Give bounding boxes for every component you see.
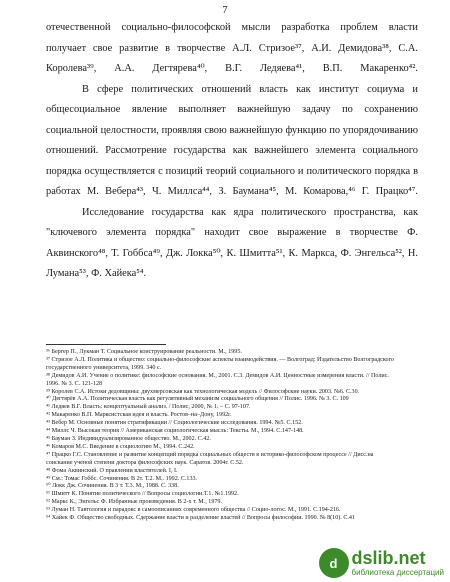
footnote: ⁴⁵ Бауман З. Индивидуализированное общество. М., 2002. С.42. [46,435,211,442]
footnote: ⁵⁴ Хайек Ф. Общество свободных. Сдержание власти и разделение властей // Вопросы философии. 1990. № 8(10). С.41 [46,515,355,522]
footnote: ⁵³ Луман Н. Тавтология и парадокс в самоописаниях современного общества // Социо-логос. М., 1991. С.194-216. [46,507,341,514]
paragraph-3: Исследование государства как ядра политического пространства, как "ключевого элемента порядка" находит свое выражение в творчестве Ф. Аквинского⁴⁸, Т. Гоббса⁴⁹, Дж. Локка⁵⁰, К. Шмитта⁵¹, К. Маркса, Ф. Энгельса⁵², Н. Лумана⁵³, Ф. Хайека⁵⁴. [46,206,418,279]
footnote: ⁴¹ Ледяев В.Г. Власть: концептуальный анализ. / Полис, 2000, № 1. – С. 97-107. [46,404,251,411]
footnote: ³⁹ Королев С.А. Истоки дедовщины: двухмерсовская как технологическая модель // Философские науки. 2003. №6. С.30. [46,388,360,395]
footnote: ⁴⁶ Комаров М.С. Введение в социологию М., 1994. С.242. [46,443,195,450]
paragraph-2: В сфере политических отношений власть как институт социума и общесоциальное явление выполняет важнейшую задачу по сохранению социальной целостности, проявляя свою важнейшую функцию по упорядочиванию отношений. Рассмотрение государства как важнейшего элемента социального порядка осуществляется с позиций теорий социального и политического порядка в работах М. Вебера⁴³, Ч. Миллса⁴⁴, З. Баумана⁴⁵, М. Комарова,⁴⁶ Г. Працко⁴⁷. [46,83,418,197]
footnote: ⁵² Маркс К., Энгельс Ф. Избранные произведения. В 2-х т. М., 1979. [46,499,222,506]
footnote: ⁴⁷ Працко Г.С. Становление и развитие концепций порядка социальных обществ в историко-философском процессе // Дисс.на соискание ученой степени доктора философских наук. Саратов. 2004г. С.52. [46,451,374,466]
footnote: ⁴⁹ См.: Томас Гоббс. Сочинения. В 2т. Т.2. М.. 1992. С.133. [46,475,198,482]
watermark-brand: dslib.net [351,548,426,568]
dslib-watermark [319,548,444,578]
dslib-logo-icon: d [319,548,349,578]
footnote: ³⁸ Демидов А.И. Учение о политике: философские основания. М., 2001. С.3. Демидов А.И. Ценностные измерения власти. // Полис. 1996. № 3. С. 121-128 [46,372,389,387]
paragraph-1: отечественной социально-философской мысли разработка проблем власти получает свое развитие в творчестве А.Л. Стризое³⁷, А.И. Демидова³⁸, С.А. Королева³⁹, А.А. Дегтярева⁴⁰, В.Г. Ледяева⁴¹, В.П. Макаренко⁴². [46,22,418,74]
watermark-text [352,549,444,577]
footnote: ⁴⁰ Дегтярёв А.А. Политическая власть как регулятивный механизм социального общения // Полис. 1996. № 3. С. 109 [46,396,349,403]
footnote-divider [46,344,166,345]
footnote: ⁴³ Вебер М. Основные понятия стратификации // Социологические исследования. 1994. №5. С.152. [46,420,303,427]
watermark-subtitle: библиотека диссертаций [351,568,444,577]
footnote: ³⁷ Стризое А.Л. Политика и общество: социально-философские аспекты взаимодействия. — Волгоград: Издательство Волгоградского государственного университета, 1999. 340 с. [46,356,394,371]
footnotes [46,349,401,523]
footnote: ⁴⁸ Фома Аквинский. О правлении властителей. І, І. [46,467,178,474]
page-number: 7 [222,5,228,16]
footnote: ⁵⁰ Локк Дж. Сочинения. В 3 т. Т.3. М., 1988. С. 338. [46,483,179,490]
footnote: ⁴² Макаренко В.П. Марксистская идея и власть. Ростов–на–Дону, 1992г. [46,412,232,419]
footnote: ³⁶ Бергер П., Лукман Т. Социальное конструирование реальности. М., 1995. [46,349,242,355]
main-text [46,18,418,285]
footnote: ⁴⁴ Миллс Ч. Высокая теория // Американская социологическая мысль: Тексты. М., 1994. С.147-148. [46,428,304,435]
footnote: ⁵¹ Шмитт К. Понятие политического // Вопросы социологии.Т.1. №1.1992. [46,491,239,498]
